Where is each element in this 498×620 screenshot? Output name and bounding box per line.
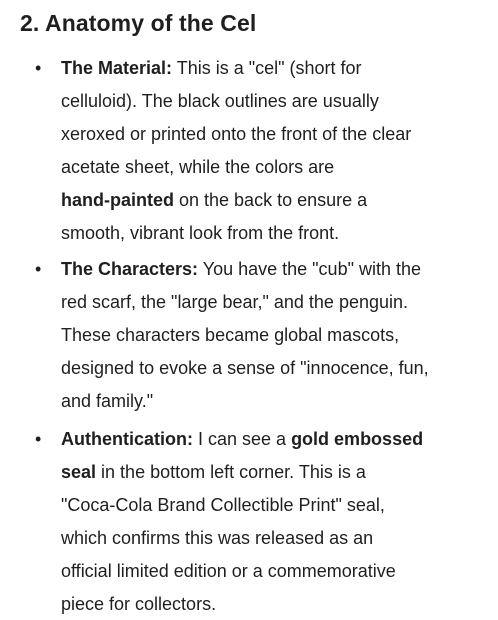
text-run: official limited edition or a commemorative: [61, 561, 396, 581]
bold-text: The Characters:: [61, 259, 199, 279]
text-run: These characters became global mascots,: [61, 325, 400, 345]
bullet-dot: •: [35, 429, 42, 449]
text-run: and family.": [61, 391, 154, 411]
text-run: This is a "cel" (short for: [172, 58, 362, 78]
text-run: on the back to ensure a: [174, 190, 368, 210]
section-heading: 2. Anatomy of the Cel: [20, 10, 257, 36]
text-run: You have the "cub" with the: [198, 259, 422, 279]
text-run: I can see a: [193, 429, 292, 449]
text-line: [61, 52, 362, 84]
text-line: [61, 217, 339, 249]
text-line: [61, 522, 373, 554]
text-line: [61, 184, 367, 216]
text-run: xeroxed or printed onto the front of the clear: [61, 124, 412, 144]
bold-text: The Material:: [61, 58, 173, 78]
text-line: [61, 456, 366, 488]
text-line: [61, 385, 153, 417]
text-run: smooth, vibrant look from the front.: [61, 223, 340, 243]
text-run: acetate sheet, while the colors are: [61, 157, 335, 177]
text-run: in the bottom left corner. This is a: [96, 462, 366, 482]
bold-text: gold embossed: [291, 429, 424, 449]
bold-text: Authentication:: [61, 429, 193, 449]
bullet-dot: •: [35, 259, 42, 279]
text-line: [61, 118, 411, 150]
bold-text: hand-painted: [61, 190, 174, 210]
text-line: [61, 286, 408, 318]
text-run: red scarf, the "large bear," and the penguin.: [61, 292, 409, 312]
bullet-dot: •: [35, 58, 42, 78]
text-line: [61, 352, 429, 384]
text-run: "Coca-Cola Brand Collectible Print" seal,: [61, 495, 385, 515]
text-line: [61, 489, 385, 521]
bold-text: seal: [61, 462, 97, 482]
text-line: [61, 319, 399, 351]
text-line: [61, 423, 423, 455]
text-run: designed to evoke a sense of "innocence, fun,: [61, 358, 429, 378]
text-run: which confirms this was released as an: [61, 528, 374, 548]
text-line: [61, 555, 396, 587]
text-run: celluloid). The black outlines are usually: [61, 91, 379, 111]
text-line: [61, 253, 421, 285]
text-line: [61, 151, 334, 183]
text-line: [61, 85, 379, 117]
text-run: piece for collectors.: [61, 594, 217, 614]
text-line: [61, 588, 216, 620]
